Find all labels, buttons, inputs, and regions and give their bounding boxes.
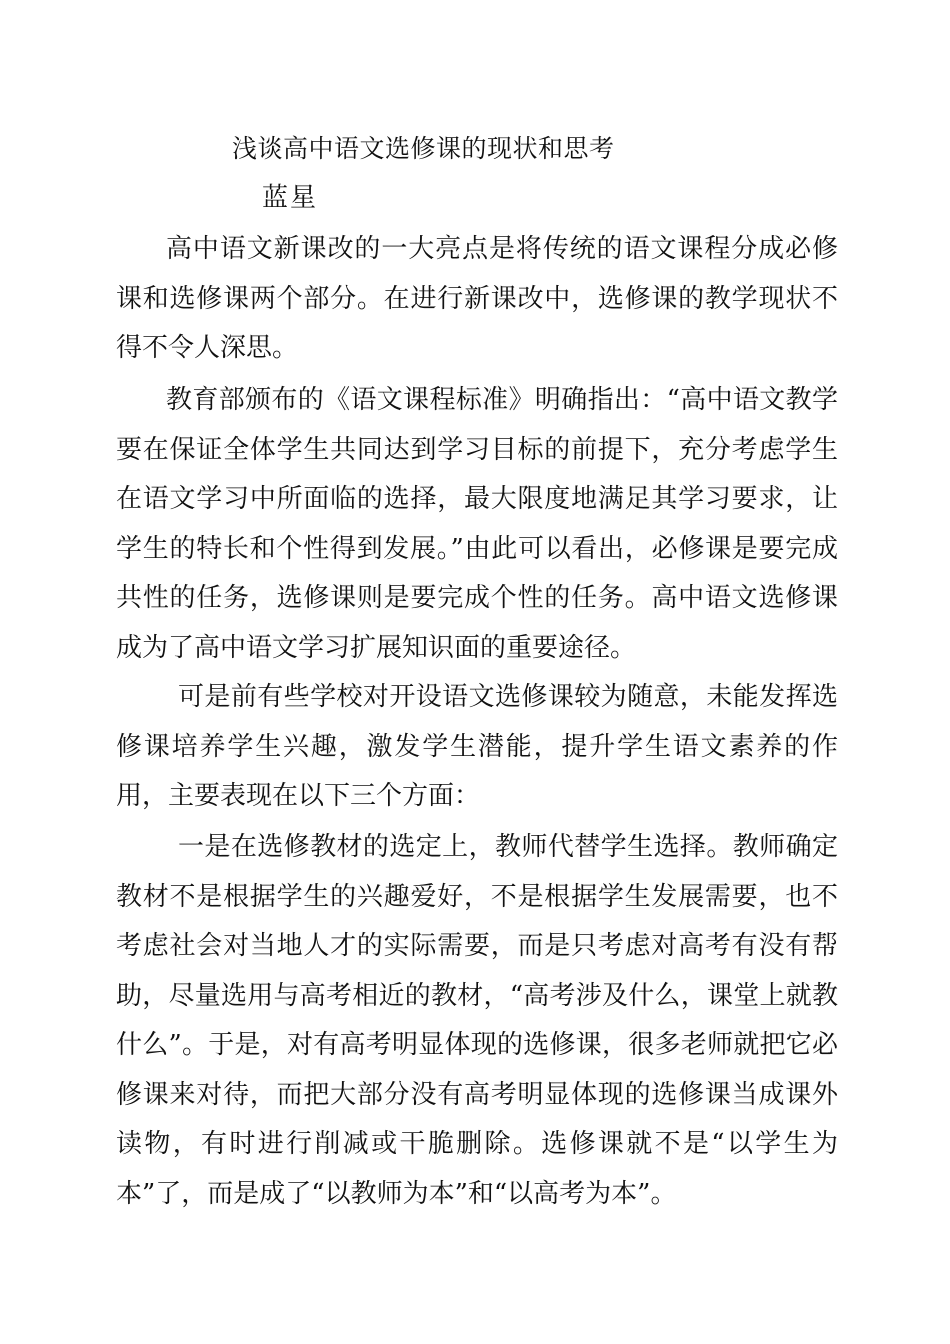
paragraph-intro: 高中语文新课改的一大亮点是将传统的语文课程分成必修课和选修课两个部分。在进行新课改中，选修课的教学现状不得不令人深思。 <box>116 234 838 363</box>
paragraph-curriculum-standard: 教育部颁布的《语文课程标准》明确指出：“高中语文教学要在保证全体学生共同达到学习目标的前提下，充分考虑学生在语文学习中所面临的选择，最大限度地满足其学习要求，让学生的特长和个性得到发展。”由此可以看出，必修课是要完成共性的任务，选修课则是要完成个性的任务。高中语文选修课成为了高中语文学习扩展知识面的重要途径。 <box>116 385 838 663</box>
paragraph-current-problems: 可是前有些学校对开设语文选修课较为随意，未能发挥选修课培养学生兴趣，激发学生潜能，提升学生语文素养的作用，主要表现在以下三个方面： <box>116 682 838 811</box>
paragraph-problem-one: 一是在选修教材的选定上，教师代替学生选择。教师确定教材不是根据学生的兴趣爱好，不是根据学生发展需要，也不考虑社会对当地人才的实际需要，而是只考虑对高考有没有帮助，尽量选用与高考相近的教材，“高考涉及什么，课堂上就教什么”。于是，对有高考明显体现的选修课，很多老师就把它必修课来对待，而把大部分没有高考明显体现的选修课当成课外读物，有时进行削减或干脆删除。选修课就不是“以学生为本”了，而是成了“以教师为本”和“以高考为本”。 <box>116 832 838 1209</box>
document-title: 浅谈高中语文选修课的现状和思考 <box>232 134 615 163</box>
document-author: 蓝星 <box>262 183 319 213</box>
